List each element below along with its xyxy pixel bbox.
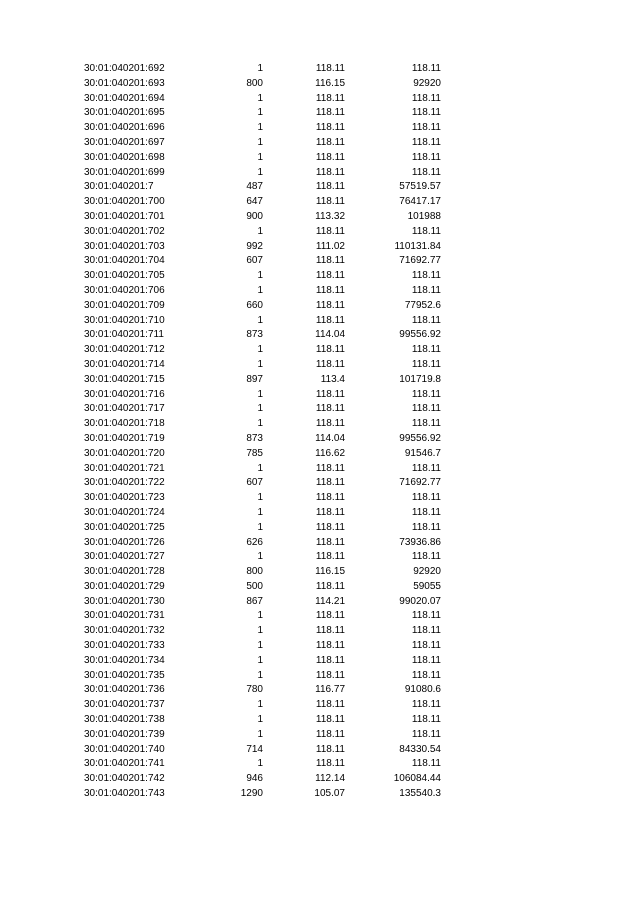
quantity-cell: 487 bbox=[246, 181, 263, 193]
quantity-cell: 1 bbox=[257, 418, 263, 430]
total-cell: 110131.84 bbox=[394, 240, 441, 252]
parcel-id-cell: 30:01:040201:704 bbox=[84, 255, 165, 267]
table-row bbox=[0, 432, 640, 447]
price-cell: 118.11 bbox=[315, 270, 345, 282]
price-cell: 118.11 bbox=[315, 181, 345, 193]
price-cell: 118.11 bbox=[315, 728, 345, 740]
table-row bbox=[0, 609, 640, 624]
total-cell: 135540.3 bbox=[399, 788, 441, 800]
total-cell: 118.11 bbox=[411, 403, 441, 415]
price-cell: 114.21 bbox=[315, 595, 345, 607]
quantity-cell: 1 bbox=[257, 63, 263, 74]
quantity-cell: 1 bbox=[257, 136, 263, 148]
parcel-id-cell: 30:01:040201:721 bbox=[84, 462, 165, 474]
quantity-cell: 1 bbox=[257, 122, 263, 134]
total-cell: 91546.7 bbox=[404, 447, 441, 459]
quantity-cell: 800 bbox=[246, 566, 263, 578]
table-row bbox=[0, 654, 640, 669]
parcel-id-cell: 30:01:040201:724 bbox=[84, 506, 165, 518]
price-cell: 118.11 bbox=[315, 477, 345, 489]
table-row bbox=[0, 77, 640, 92]
price-cell: 118.11 bbox=[315, 63, 345, 74]
price-cell: 118.11 bbox=[315, 462, 345, 474]
parcel-id-cell: 30:01:040201:726 bbox=[84, 536, 165, 548]
quantity-cell: 1 bbox=[257, 728, 263, 740]
parcel-id-cell: 30:01:040201:743 bbox=[84, 788, 165, 800]
parcel-id-cell: 30:01:040201:730 bbox=[84, 595, 165, 607]
parcel-id-cell: 30:01:040201:705 bbox=[84, 270, 165, 282]
parcel-id-cell: 30:01:040201:731 bbox=[84, 610, 165, 622]
price-cell: 105.07 bbox=[314, 788, 345, 800]
total-cell: 57519.57 bbox=[399, 181, 441, 193]
table-row bbox=[0, 669, 640, 684]
table-row bbox=[0, 506, 640, 521]
total-cell: 118.11 bbox=[411, 151, 441, 163]
total-cell: 99556.92 bbox=[399, 329, 441, 341]
parcel-id-cell: 30:01:040201:697 bbox=[84, 136, 165, 148]
table-row bbox=[0, 343, 640, 358]
price-cell: 118.11 bbox=[315, 714, 345, 726]
total-cell: 118.11 bbox=[411, 92, 441, 104]
price-cell: 118.11 bbox=[315, 418, 345, 430]
total-cell: 118.11 bbox=[411, 462, 441, 474]
price-cell: 118.11 bbox=[315, 610, 345, 622]
quantity-cell: 1 bbox=[257, 107, 263, 119]
total-cell: 59055 bbox=[413, 580, 441, 592]
quantity-cell: 900 bbox=[246, 210, 263, 222]
parcel-id-cell: 30:01:040201:715 bbox=[84, 373, 165, 385]
table-row bbox=[0, 772, 640, 787]
price-cell: 111.02 bbox=[315, 240, 345, 252]
total-cell: 99020.07 bbox=[399, 595, 441, 607]
parcel-id-cell: 30:01:040201:706 bbox=[84, 284, 165, 296]
table-row bbox=[0, 62, 640, 77]
table-row bbox=[0, 402, 640, 417]
table-row bbox=[0, 624, 640, 639]
quantity-cell: 873 bbox=[246, 329, 263, 341]
quantity-cell: 1 bbox=[257, 92, 263, 104]
table-row bbox=[0, 713, 640, 728]
parcel-id-cell: 30:01:040201:709 bbox=[84, 299, 165, 311]
parcel-id-cell: 30:01:040201:694 bbox=[84, 92, 165, 104]
parcel-id-cell: 30:01:040201:702 bbox=[84, 225, 165, 237]
price-cell: 114.04 bbox=[315, 329, 345, 341]
table-row bbox=[0, 757, 640, 772]
table-row bbox=[0, 210, 640, 225]
price-cell: 118.11 bbox=[315, 92, 345, 104]
quantity-cell: 1 bbox=[257, 284, 263, 296]
quantity-cell: 1 bbox=[257, 625, 263, 637]
parcel-id-cell: 30:01:040201:735 bbox=[84, 669, 165, 681]
price-cell: 118.11 bbox=[315, 196, 345, 208]
quantity-cell: 873 bbox=[246, 432, 263, 444]
total-cell: 118.11 bbox=[411, 654, 441, 666]
price-cell: 116.62 bbox=[315, 447, 345, 459]
table-row bbox=[0, 683, 640, 698]
parcel-id-cell: 30:01:040201:737 bbox=[84, 699, 165, 711]
total-cell: 77952.6 bbox=[404, 299, 441, 311]
quantity-cell: 1290 bbox=[240, 788, 263, 800]
quantity-cell: 1 bbox=[257, 492, 263, 504]
quantity-cell: 607 bbox=[246, 255, 263, 267]
total-cell: 118.11 bbox=[411, 166, 441, 178]
price-cell: 118.11 bbox=[315, 654, 345, 666]
price-cell: 113.4 bbox=[320, 373, 345, 385]
table-row bbox=[0, 550, 640, 565]
quantity-cell: 1 bbox=[257, 344, 263, 356]
total-cell: 118.11 bbox=[411, 388, 441, 400]
quantity-cell: 714 bbox=[246, 743, 263, 755]
table-row bbox=[0, 787, 640, 802]
price-cell: 118.11 bbox=[315, 743, 345, 755]
price-cell: 118.11 bbox=[315, 521, 345, 533]
parcel-id-cell: 30:01:040201:700 bbox=[84, 196, 165, 208]
total-cell: 118.11 bbox=[411, 284, 441, 296]
price-cell: 118.11 bbox=[315, 122, 345, 134]
table-row bbox=[0, 521, 640, 536]
table-row bbox=[0, 180, 640, 195]
parcel-id-cell: 30:01:040201:725 bbox=[84, 521, 165, 533]
price-cell: 118.11 bbox=[315, 640, 345, 652]
parcel-id-cell: 30:01:040201:742 bbox=[84, 773, 165, 785]
quantity-cell: 1 bbox=[257, 225, 263, 237]
total-cell: 118.11 bbox=[411, 314, 441, 326]
table-row bbox=[0, 728, 640, 743]
parcel-id-cell: 30:01:040201:740 bbox=[84, 743, 165, 755]
parcel-id-cell: 30:01:040201:701 bbox=[84, 210, 165, 222]
parcel-id-cell: 30:01:040201:703 bbox=[84, 240, 165, 252]
total-cell: 118.11 bbox=[411, 358, 441, 370]
table-row bbox=[0, 225, 640, 240]
total-cell: 84330.54 bbox=[399, 743, 441, 755]
quantity-cell: 1 bbox=[257, 270, 263, 282]
parcel-id-cell: 30:01:040201:727 bbox=[84, 551, 165, 563]
parcel-id-cell: 30:01:040201:717 bbox=[84, 403, 165, 415]
table-row bbox=[0, 92, 640, 107]
total-cell: 101719.8 bbox=[399, 373, 441, 385]
parcel-id-cell: 30:01:040201:729 bbox=[84, 580, 165, 592]
parcel-id-cell: 30:01:040201:722 bbox=[84, 477, 165, 489]
total-cell: 73936.86 bbox=[399, 536, 441, 548]
price-cell: 118.11 bbox=[315, 625, 345, 637]
total-cell: 101988 bbox=[407, 210, 441, 222]
table-row bbox=[0, 595, 640, 610]
table-row bbox=[0, 388, 640, 403]
parcel-id-cell: 30:01:040201:719 bbox=[84, 432, 165, 444]
quantity-cell: 1 bbox=[257, 403, 263, 415]
parcel-id-cell: 30:01:040201:732 bbox=[84, 625, 165, 637]
table-row bbox=[0, 373, 640, 388]
table-row bbox=[0, 269, 640, 284]
total-cell: 91080.6 bbox=[404, 684, 441, 696]
total-cell: 118.11 bbox=[411, 270, 441, 282]
quantity-cell: 1 bbox=[257, 669, 263, 681]
total-cell: 118.11 bbox=[411, 418, 441, 430]
total-cell: 118.11 bbox=[411, 625, 441, 637]
table-row bbox=[0, 166, 640, 181]
table-row bbox=[0, 151, 640, 166]
price-cell: 118.11 bbox=[315, 225, 345, 237]
price-cell: 118.11 bbox=[315, 506, 345, 518]
price-cell: 116.77 bbox=[315, 684, 345, 696]
quantity-cell: 897 bbox=[246, 373, 263, 385]
quantity-cell: 1 bbox=[257, 358, 263, 370]
quantity-cell: 1 bbox=[257, 551, 263, 563]
table-row bbox=[0, 580, 640, 595]
total-cell: 118.11 bbox=[411, 640, 441, 652]
quantity-cell: 1 bbox=[257, 314, 263, 326]
quantity-cell: 1 bbox=[257, 610, 263, 622]
quantity-cell: 626 bbox=[246, 536, 263, 548]
table-row bbox=[0, 417, 640, 432]
price-cell: 118.11 bbox=[315, 551, 345, 563]
total-cell: 92920 bbox=[413, 77, 441, 89]
data-table bbox=[0, 62, 640, 802]
total-cell: 118.11 bbox=[411, 521, 441, 533]
total-cell: 118.11 bbox=[411, 136, 441, 148]
price-cell: 118.11 bbox=[315, 284, 345, 296]
quantity-cell: 1 bbox=[257, 151, 263, 163]
table-row bbox=[0, 447, 640, 462]
quantity-cell: 1 bbox=[257, 166, 263, 178]
table-row bbox=[0, 639, 640, 654]
total-cell: 118.11 bbox=[411, 344, 441, 356]
table-row bbox=[0, 743, 640, 758]
price-cell: 118.11 bbox=[315, 136, 345, 148]
parcel-id-cell: 30:01:040201:711 bbox=[84, 329, 164, 341]
quantity-cell: 647 bbox=[246, 196, 263, 208]
parcel-id-cell: 30:01:040201:696 bbox=[84, 122, 165, 134]
total-cell: 118.11 bbox=[411, 107, 441, 119]
price-cell: 118.11 bbox=[315, 151, 345, 163]
parcel-id-cell: 30:01:040201:723 bbox=[84, 492, 165, 504]
quantity-cell: 867 bbox=[246, 595, 263, 607]
table-row bbox=[0, 476, 640, 491]
total-cell: 118.11 bbox=[411, 551, 441, 563]
parcel-id-cell: 30:01:040201:720 bbox=[84, 447, 165, 459]
price-cell: 118.11 bbox=[315, 314, 345, 326]
table-row bbox=[0, 240, 640, 255]
quantity-cell: 1 bbox=[257, 388, 263, 400]
parcel-id-cell: 30:01:040201:736 bbox=[84, 684, 165, 696]
table-row bbox=[0, 121, 640, 136]
price-cell: 116.15 bbox=[315, 566, 345, 578]
price-cell: 118.11 bbox=[315, 255, 345, 267]
quantity-cell: 500 bbox=[246, 580, 263, 592]
quantity-cell: 1 bbox=[257, 506, 263, 518]
quantity-cell: 607 bbox=[246, 477, 263, 489]
total-cell: 92920 bbox=[413, 566, 441, 578]
price-cell: 118.11 bbox=[315, 107, 345, 119]
total-cell: 118.11 bbox=[411, 492, 441, 504]
table-row bbox=[0, 314, 640, 329]
parcel-id-cell: 30:01:040201:728 bbox=[84, 566, 165, 578]
price-cell: 118.11 bbox=[315, 492, 345, 504]
price-cell: 116.15 bbox=[315, 77, 345, 89]
parcel-id-cell: 30:01:040201:692 bbox=[84, 63, 165, 74]
parcel-id-cell: 30:01:040201:741 bbox=[84, 758, 165, 770]
parcel-id-cell: 30:01:040201:698 bbox=[84, 151, 165, 163]
price-cell: 118.11 bbox=[315, 388, 345, 400]
quantity-cell: 800 bbox=[246, 77, 263, 89]
quantity-cell: 1 bbox=[257, 462, 263, 474]
quantity-cell: 780 bbox=[246, 684, 263, 696]
total-cell: 118.11 bbox=[411, 699, 441, 711]
table-row bbox=[0, 565, 640, 580]
total-cell: 118.11 bbox=[411, 728, 441, 740]
table-row bbox=[0, 698, 640, 713]
quantity-cell: 660 bbox=[246, 299, 263, 311]
table-row bbox=[0, 328, 640, 343]
quantity-cell: 1 bbox=[257, 714, 263, 726]
quantity-cell: 946 bbox=[246, 773, 263, 785]
table-row bbox=[0, 284, 640, 299]
price-cell: 118.11 bbox=[315, 536, 345, 548]
quantity-cell: 1 bbox=[257, 699, 263, 711]
parcel-id-cell: 30:01:040201:718 bbox=[84, 418, 165, 430]
price-cell: 118.11 bbox=[315, 403, 345, 415]
total-cell: 76417.17 bbox=[399, 196, 441, 208]
parcel-id-cell: 30:01:040201:738 bbox=[84, 714, 165, 726]
total-cell: 99556.92 bbox=[399, 432, 441, 444]
price-cell: 114.04 bbox=[315, 432, 345, 444]
parcel-id-cell: 30:01:040201:693 bbox=[84, 77, 165, 89]
quantity-cell: 1 bbox=[257, 640, 263, 652]
quantity-cell: 992 bbox=[246, 240, 263, 252]
price-cell: 118.11 bbox=[315, 669, 345, 681]
total-cell: 118.11 bbox=[411, 758, 441, 770]
parcel-id-cell: 30:01:040201:699 bbox=[84, 166, 165, 178]
table-row bbox=[0, 254, 640, 269]
parcel-id-cell: 30:01:040201:734 bbox=[84, 654, 165, 666]
price-cell: 118.11 bbox=[315, 344, 345, 356]
quantity-cell: 1 bbox=[257, 758, 263, 770]
parcel-id-cell: 30:01:040201:714 bbox=[84, 358, 165, 370]
total-cell: 118.11 bbox=[411, 122, 441, 134]
table-row bbox=[0, 106, 640, 121]
price-cell: 118.11 bbox=[315, 580, 345, 592]
price-cell: 118.11 bbox=[315, 299, 345, 311]
table-row bbox=[0, 491, 640, 506]
total-cell: 118.11 bbox=[411, 714, 441, 726]
total-cell: 118.11 bbox=[411, 225, 441, 237]
total-cell: 106084.44 bbox=[393, 773, 441, 785]
price-cell: 118.11 bbox=[315, 699, 345, 711]
table-row bbox=[0, 136, 640, 151]
table-row bbox=[0, 299, 640, 314]
table-row bbox=[0, 358, 640, 373]
table-row bbox=[0, 462, 640, 477]
parcel-id-cell: 30:01:040201:695 bbox=[84, 107, 165, 119]
total-cell: 118.11 bbox=[411, 610, 441, 622]
parcel-id-cell: 30:01:040201:710 bbox=[84, 314, 165, 326]
total-cell: 118.11 bbox=[411, 506, 441, 518]
total-cell: 118.11 bbox=[411, 669, 441, 681]
price-cell: 112.14 bbox=[315, 773, 345, 785]
table-row bbox=[0, 195, 640, 210]
table-row bbox=[0, 536, 640, 551]
quantity-cell: 1 bbox=[257, 521, 263, 533]
quantity-cell: 1 bbox=[257, 654, 263, 666]
price-cell: 118.11 bbox=[315, 758, 345, 770]
total-cell: 71692.77 bbox=[399, 255, 441, 267]
price-cell: 118.11 bbox=[315, 166, 345, 178]
total-cell: 71692.77 bbox=[399, 477, 441, 489]
total-cell: 118.11 bbox=[411, 63, 441, 74]
parcel-id-cell: 30:01:040201:7 bbox=[84, 181, 154, 193]
parcel-id-cell: 30:01:040201:739 bbox=[84, 728, 165, 740]
price-cell: 113.32 bbox=[315, 210, 345, 222]
price-cell: 118.11 bbox=[315, 358, 345, 370]
parcel-id-cell: 30:01:040201:712 bbox=[84, 344, 165, 356]
parcel-id-cell: 30:01:040201:716 bbox=[84, 388, 165, 400]
quantity-cell: 785 bbox=[246, 447, 263, 459]
parcel-id-cell: 30:01:040201:733 bbox=[84, 640, 165, 652]
